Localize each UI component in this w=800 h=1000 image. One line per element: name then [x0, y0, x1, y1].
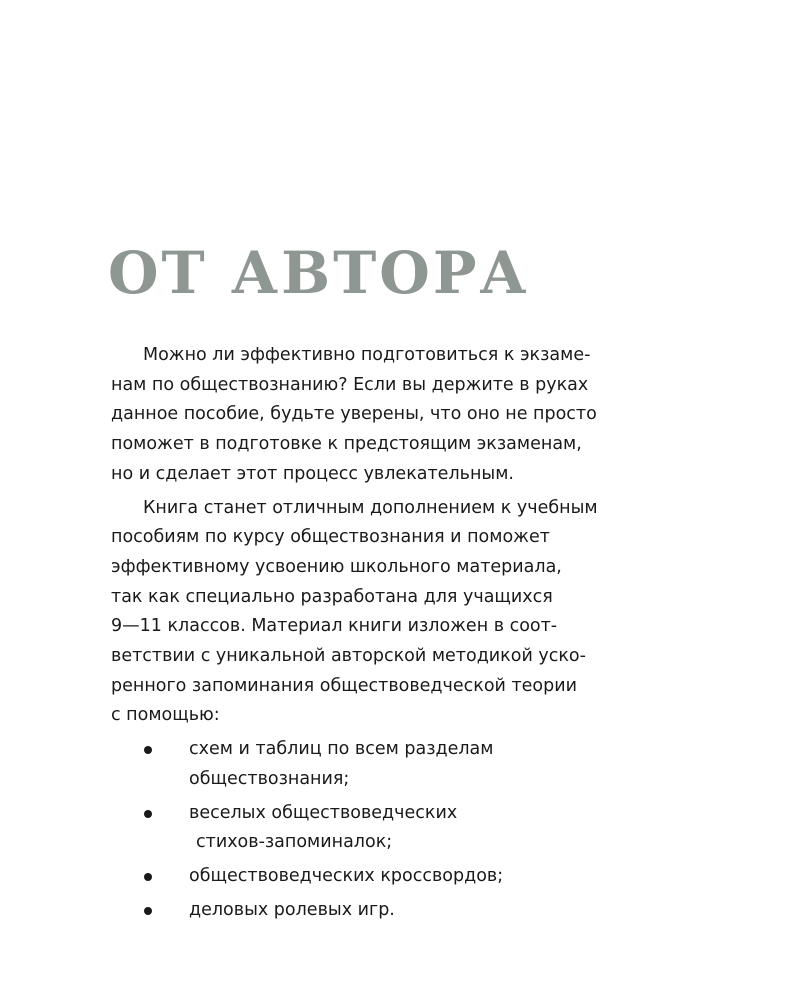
paragraph-line: эффективному усвоению школьного материала,	[111, 556, 562, 577]
paragraph-1	[111, 341, 671, 490]
bullet-line: веселых обществоведческих	[189, 802, 458, 823]
bullet-line: обществоведческих кроссвордов;	[189, 865, 504, 886]
paragraph-line: данное пособие, будьте уверены, что оно не просто	[111, 404, 597, 425]
paragraph-line: Можно ли эффективно подготовиться к экзаме-	[143, 345, 591, 365]
bullet-icon	[144, 873, 152, 881]
paragraph-line: так как специально разработана для учащихся	[111, 586, 553, 607]
paragraph-line: пособиям по курсу обществознания и поможет	[111, 527, 550, 548]
bullet-line: стихов-запоминалок;	[196, 832, 393, 853]
paragraph-line: нам по обществознанию? Если вы держите в руках	[111, 374, 589, 395]
paragraph-line: Книга станет отличным дополнением к учебным	[143, 497, 598, 518]
bullet-line: обществознания;	[189, 768, 350, 789]
bullet-line: деловых ролевых игр.	[189, 899, 395, 920]
body-text	[111, 341, 671, 929]
bullet-item	[111, 862, 671, 892]
bullet-item	[111, 799, 671, 858]
paragraph-line: ренного запоминания обществоведческой теории	[111, 675, 577, 696]
paragraph-line: 9—11 классов. Материал книги изложен в соот-	[111, 616, 558, 637]
bullet-icon	[144, 810, 152, 818]
paragraph-line: с помощью:	[111, 705, 220, 726]
bullet-icon	[144, 746, 152, 754]
paragraph-line: но и сделает этот процесс увлекательным.	[111, 463, 514, 484]
paragraph-2	[111, 494, 671, 732]
bullet-item	[111, 735, 671, 794]
bullet-line: схем и таблиц по всем разделам	[189, 739, 494, 760]
bullet-list	[111, 735, 671, 925]
bullet-item	[111, 896, 671, 926]
paragraph-line: поможет в подготовке к предстоящим экзаменам,	[111, 434, 582, 455]
paragraph-line: ветствии с уникальной авторской методикой уско-	[111, 646, 586, 667]
page-heading: ОТ АВТОРА	[108, 239, 530, 307]
bullet-icon	[144, 907, 152, 915]
